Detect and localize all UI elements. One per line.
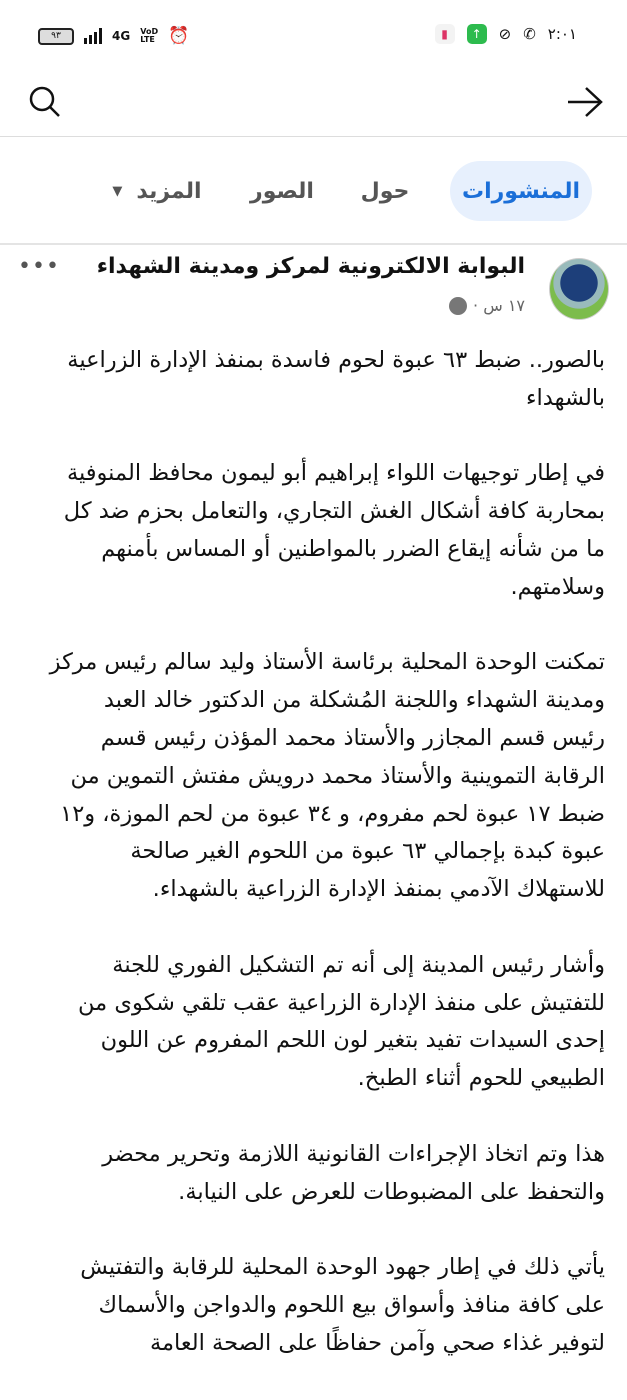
recorder-icon: ▮ [435,24,455,44]
clock: ٢:٠١ [547,25,577,43]
text-line: للتفتيش على منفذ الإدارة الزراعية عقب تلقي شكوى من [78,989,605,1016]
text-line: وسلامتهم. [510,573,605,600]
tab-posts[interactable]: المنشورات [450,161,592,221]
text-line: بمحاربة كافة أشكال الغش التجاري، والتعامل بحزم ضد كل [63,498,605,525]
text-line: تمكنت الوحدة المحلية برئاسة الأستاذ وليد سالم رئيس مركز [49,649,605,676]
post-paragraph [20,455,605,606]
text-line: رئيس قسم المجازر والأستاذ محمد المؤذن رئيس قسم [100,724,605,751]
text-line: ومدينة الشهداء واللجنة المُشكلة من الدكتور خالد العبد [103,687,605,714]
alarm-icon: ⏰ [168,26,190,46]
back-arrow-icon[interactable] [565,82,605,122]
post-paragraph [20,1136,605,1212]
post-time[interactable]: ١٧ س · [473,296,525,315]
top-bar [0,70,627,137]
signal-icon [84,28,102,44]
text-line: ما من شأنه إيقاع الضرر بالمواطنين أو المساس بأمنهم [101,535,605,562]
more-options-button[interactable]: ••• [18,254,60,279]
volte-icon: VoD LTE [140,27,159,44]
text-line: ضبط ١٧ عبوة لحم مفروم، و ٣٤ عبوة من لحم الموزة، و١٢ [60,800,605,827]
caret-down-icon: ▼ [112,183,123,199]
battery-icon: ٩٣ [38,28,74,45]
text-line: وأشار رئيس المدينة إلى أنه تم التشكيل الفوري للجنة [112,951,605,978]
text-line: على كافة منافذ وأسواق بيع اللحوم والدواجن والأسماك [98,1291,605,1318]
text-line: لتوفير غذاء صحي وآمن حفاظًا على الصحة العامة [149,1329,605,1356]
tab-photos[interactable]: الصور [250,178,314,204]
text-line: بالصور.. ضبط ٦٣ عبوة لحوم فاسدة بمنفذ الإدارة الزراعية [67,347,605,373]
post-paragraph [20,947,605,1098]
shazam-icon: ⊘ [498,25,512,43]
post-text [20,342,605,1400]
post-paragraph [20,644,605,909]
text-line: إحدى السيدات تفيد بتغير لون اللحم المفروم عن اللون [100,1027,605,1054]
status-bar [0,0,627,70]
upload-icon: ↑ [467,24,487,44]
text-line: في إطار توجيهات اللواء إبراهيم أبو ليمون محافظ المنوفية [66,460,605,487]
post-meta [449,296,525,315]
text-line: هذا وتم اتخاذ الإجراءات القانونية اللازمة وتحرير محضر [102,1140,605,1167]
avatar[interactable] [549,258,609,320]
tab-more[interactable] [107,161,207,221]
post-paragraph [20,1249,605,1362]
text-line: الرقابة التموينية والأستاذ محمد درويش مفتش التموين من [70,762,605,789]
page-tabs [0,137,627,245]
text-line: يأتي ذلك في إطار جهود الوحدة المحلية للرقابة والتفتيش [80,1254,605,1281]
text-line: بالشهداء [525,384,605,411]
globe-icon [449,297,467,315]
text-line: للاستهلاك الآدمي بمنفذ الإدارة الزراعية بالشهداء. [152,876,605,903]
network-type: 4G [112,29,131,43]
tab-about[interactable]: حول [360,178,410,204]
text-line: عبوة كبدة بإجمالي ٦٣ عبوة من اللحوم الغير صالحة [130,838,605,865]
text-line: والتحفظ على المضبوطات للعرض على النيابة. [178,1178,605,1205]
page-name[interactable]: البوابة الالكترونية لمركز ومدينة الشهداء [96,254,525,279]
whatsapp-icon: ✆ [523,25,536,43]
tab-more-label: المزيد [136,178,202,204]
text-line: الطبيعي للحوم أثناء الطبخ. [357,1065,605,1092]
search-icon[interactable] [25,82,65,122]
post-header [0,246,627,330]
post-paragraph [20,342,605,418]
